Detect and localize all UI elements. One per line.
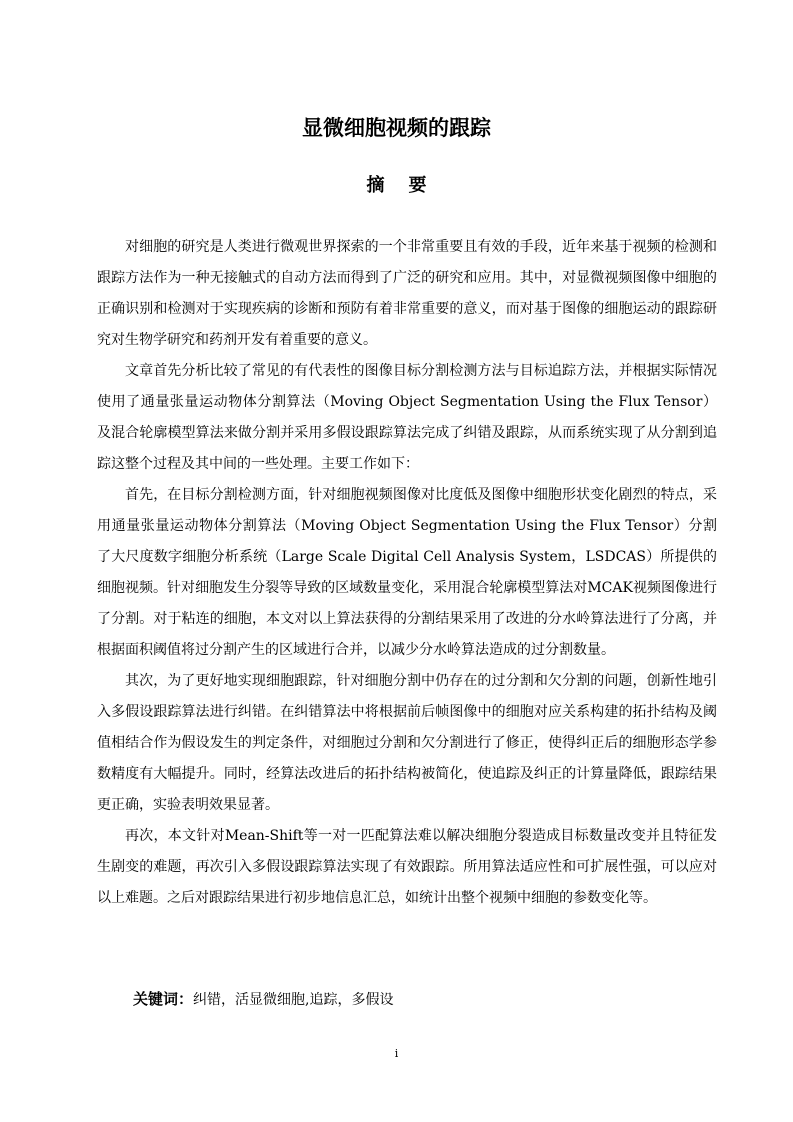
abstract-paragraph-2: 文章首先分析比较了常见的有代表性的图像目标分割检测方法与目标追踪方法，并根据实际情况使用了通量张量运动物体分割算法（Moving Object Segmentation Using the Flux Tensor）及混合轮廓模型算法来做分割并采用多假设跟踪算法完成了纠错及跟踪，从而系统实现了从分割到追踪这整个过程及其中间的一些处理。主要工作如下： — [97, 363, 717, 472]
abstract-body — [97, 232, 717, 914]
keywords-line — [133, 985, 393, 1014]
abstract-paragraph-5: 再次，本文针对Mean-Shift等一对一匹配算法难以解决细胞分裂造成目标数量改变并且特征发生剧变的难题，再次引入多假设跟踪算法实现了有效跟踪。所用算法适应性和可扩展性强，可以应对以上难题。之后对跟踪结果进行初步地信息汇总，如统计出整个视频中细胞的参数变化等。 — [97, 828, 717, 906]
abstract-heading: 摘要 — [366, 175, 451, 196]
abstract-paragraph-3: 首先，在目标分割检测方面，针对细胞视频图像对比度低及图像中细胞形状变化剧烈的特点，采用通量张量运动物体分割算法（Moving Object Segmentation Using the Flux Tensor）分割了大尺度数字细胞分析系统（Large Scale Digital Cell Analysis System，LSDCAS）所提供的细胞视频。针对细胞发生分裂等导致的区域数量变化，采用混合轮廓模型算法对MCAK视频图像进行了分割。对于粘连的细胞，本文对以上算法获得的分割结果采用了改进的分水岭算法进行了分离，并根据面积阈值将过分割产生的区域进行合并，以减少分水岭算法造成的过分割数量。 — [97, 487, 717, 658]
page-number: i — [394, 1047, 399, 1060]
keywords-text: 纠错，活显微细胞,追踪，多假设 — [193, 992, 394, 1008]
document-title: 显微细胞视频的跟踪 — [302, 116, 491, 140]
abstract-paragraph-1: 对细胞的研究是人类进行微观世界探索的一个非常重要且有效的手段，近年来基于视频的检测和跟踪方法作为一种无接触式的自动方法而得到了广泛的研究和应用。其中，对显微视频图像中细胞的正确识别和检测对于实现疾病的诊断和预防有着非常重要的意义，而对基于图像的细胞运动的跟踪研究对生物学研究和药剂开发有着重要的意义。 — [97, 239, 717, 348]
abstract-paragraph-4: 其次，为了更好地实现细胞跟踪，针对细胞分割中仍存在的过分割和欠分割的问题，创新性地引入多假设跟踪算法进行纠错。在纠错算法中将根据前后帧图像中的细胞对应关系构建的拓扑结构及阈值相结合作为假设发生的判定条件，对细胞过分割和欠分割进行了修正，使得纠正后的细胞形态学参数精度有大幅提升。同时，经算法改进后的拓扑结构被简化，使追踪及纠正的计算量降低，跟踪结果更正确，实验表明效果显著。 — [97, 673, 717, 813]
keywords-label: 关键词： — [133, 990, 194, 1008]
